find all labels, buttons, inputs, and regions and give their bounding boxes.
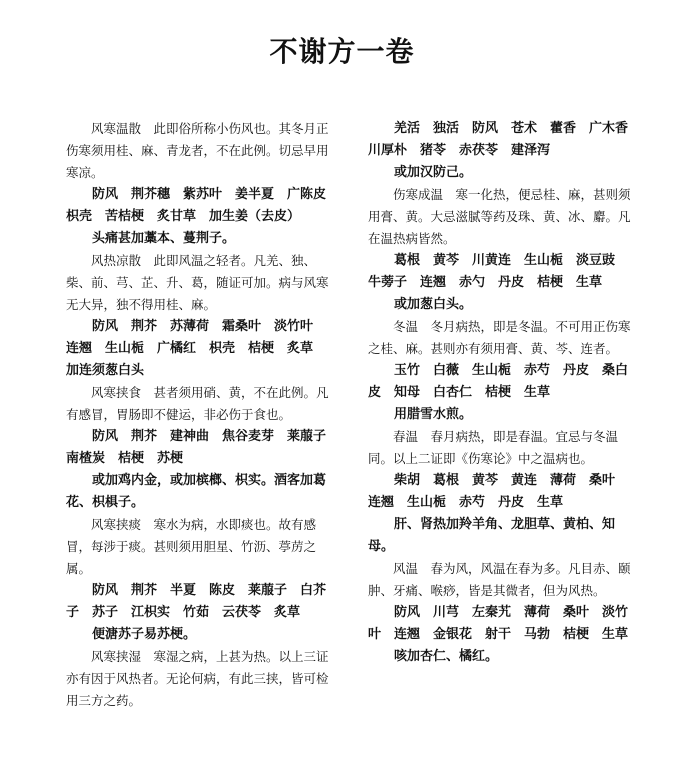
formula-paragraph: 柴胡 葛根 黄芩 黄连 薄荷 桑叶 连翘 生山栀 赤芍 丹皮 生草 xyxy=(368,473,629,510)
formula-paragraph: 玉竹 白薇 生山栀 赤芍 丹皮 桑白皮 知母 白杏仁 桔梗 生草 xyxy=(368,363,629,400)
formula-paragraph: 肝、肾热加羚羊角、龙胆草、黄柏、知母。 xyxy=(368,517,616,554)
text-paragraph: 风寒挟食 甚者须用硝、黄，不在此例。凡有感冒，胃肠即不健运，非必伤于食也。 xyxy=(66,385,329,422)
left-column xyxy=(66,118,338,712)
formula-paragraph: 防风 荆芥穗 紫苏叶 姜半夏 广陈皮 枳壳 苦桔梗 炙甘草 加生姜（去皮） xyxy=(66,187,340,224)
formula-paragraph: 葛根 黄芩 川黄连 生山栀 淡豆豉 牛蒡子 连翘 赤勺 丹皮 桔梗 生草 xyxy=(368,253,629,290)
text-paragraph: 伤寒成温 寒一化热，便忌桂、麻，甚则须用膏、黄。大忌滋腻等药及珠、黄、冰、麝。凡在温热病皆然。 xyxy=(368,187,631,246)
text-paragraph: 风温 春为风，风温在春为多。凡目赤、颐肿、牙痛、喉痧，皆是其微者，但为风热。 xyxy=(368,561,631,598)
page-title: 不谢方一卷 xyxy=(269,35,415,68)
formula-paragraph: 防风 荆芥 苏薄荷 霜桑叶 淡竹叶 连翘 生山栀 广橘红 枳壳 桔梗 炙草 加连须葱白头 xyxy=(66,319,327,378)
formula-paragraph: 防风 荆芥 建神曲 焦谷麦芽 莱菔子 南楂炭 桔梗 苏梗 xyxy=(66,429,340,466)
formula-paragraph: 头痛甚加藁本、蔓荆子。 xyxy=(92,231,236,246)
right-column xyxy=(368,118,640,668)
formula-paragraph: 防风 荆芥 半夏 陈皮 莱菔子 白芥子 苏子 江枳实 竹茹 云茯苓 炙草 xyxy=(66,583,327,620)
formula-paragraph: 防风 川芎 左秦艽 薄荷 桑叶 淡竹叶 连翘 金银花 射干 马勃 桔梗 生草 xyxy=(368,605,629,642)
formula-paragraph: 或加汉防己。 xyxy=(394,165,473,180)
text-paragraph: 冬温 冬月病热，即是冬温。不可用正伤寒之桂、麻。甚则亦有须用膏、黄、芩、连者。 xyxy=(368,319,631,356)
formula-paragraph: 或加鸡内金，或加槟榔、枳实。酒客加葛花、枳椇子。 xyxy=(66,473,327,510)
formula-paragraph: 咳加杏仁、橘红。 xyxy=(394,649,499,664)
formula-paragraph: 用腊雪水煎。 xyxy=(394,407,473,422)
formula-paragraph: 便溏苏子易苏梗。 xyxy=(92,627,197,642)
formula-paragraph: 或加葱白头。 xyxy=(394,297,473,312)
text-paragraph: 风热凉散 此即风温之轻者。凡羌、独、柴、前、芎、芷、升、葛，随证可加。病与风寒无大异，独不得用桂、麻。 xyxy=(66,253,329,312)
text-paragraph: 风寒挟湿 寒湿之病，上甚为热。以上三证亦有因于风热者。无论何病，有此三挟，皆可检用三方之药。 xyxy=(66,649,329,708)
text-paragraph: 春温 春月病热，即是春温。宜忌与冬温同。以上二证即《伤寒论》中之温病也。 xyxy=(368,429,619,466)
text-paragraph: 风寒挟痰 寒水为病，水即痰也。故有感冒，每涉于痰。甚则须用胆星、竹沥、葶苈之属。 xyxy=(66,517,317,576)
formula-paragraph: 羌活 独活 防风 苍术 藿香 广木香 川厚朴 猪苓 赤茯苓 建泽泻 xyxy=(368,121,642,158)
text-paragraph: 风寒温散 此即俗所称小伤风也。其冬月正伤寒须用桂、麻、青龙者，不在此例。切忌早用寒凉。 xyxy=(66,121,329,180)
